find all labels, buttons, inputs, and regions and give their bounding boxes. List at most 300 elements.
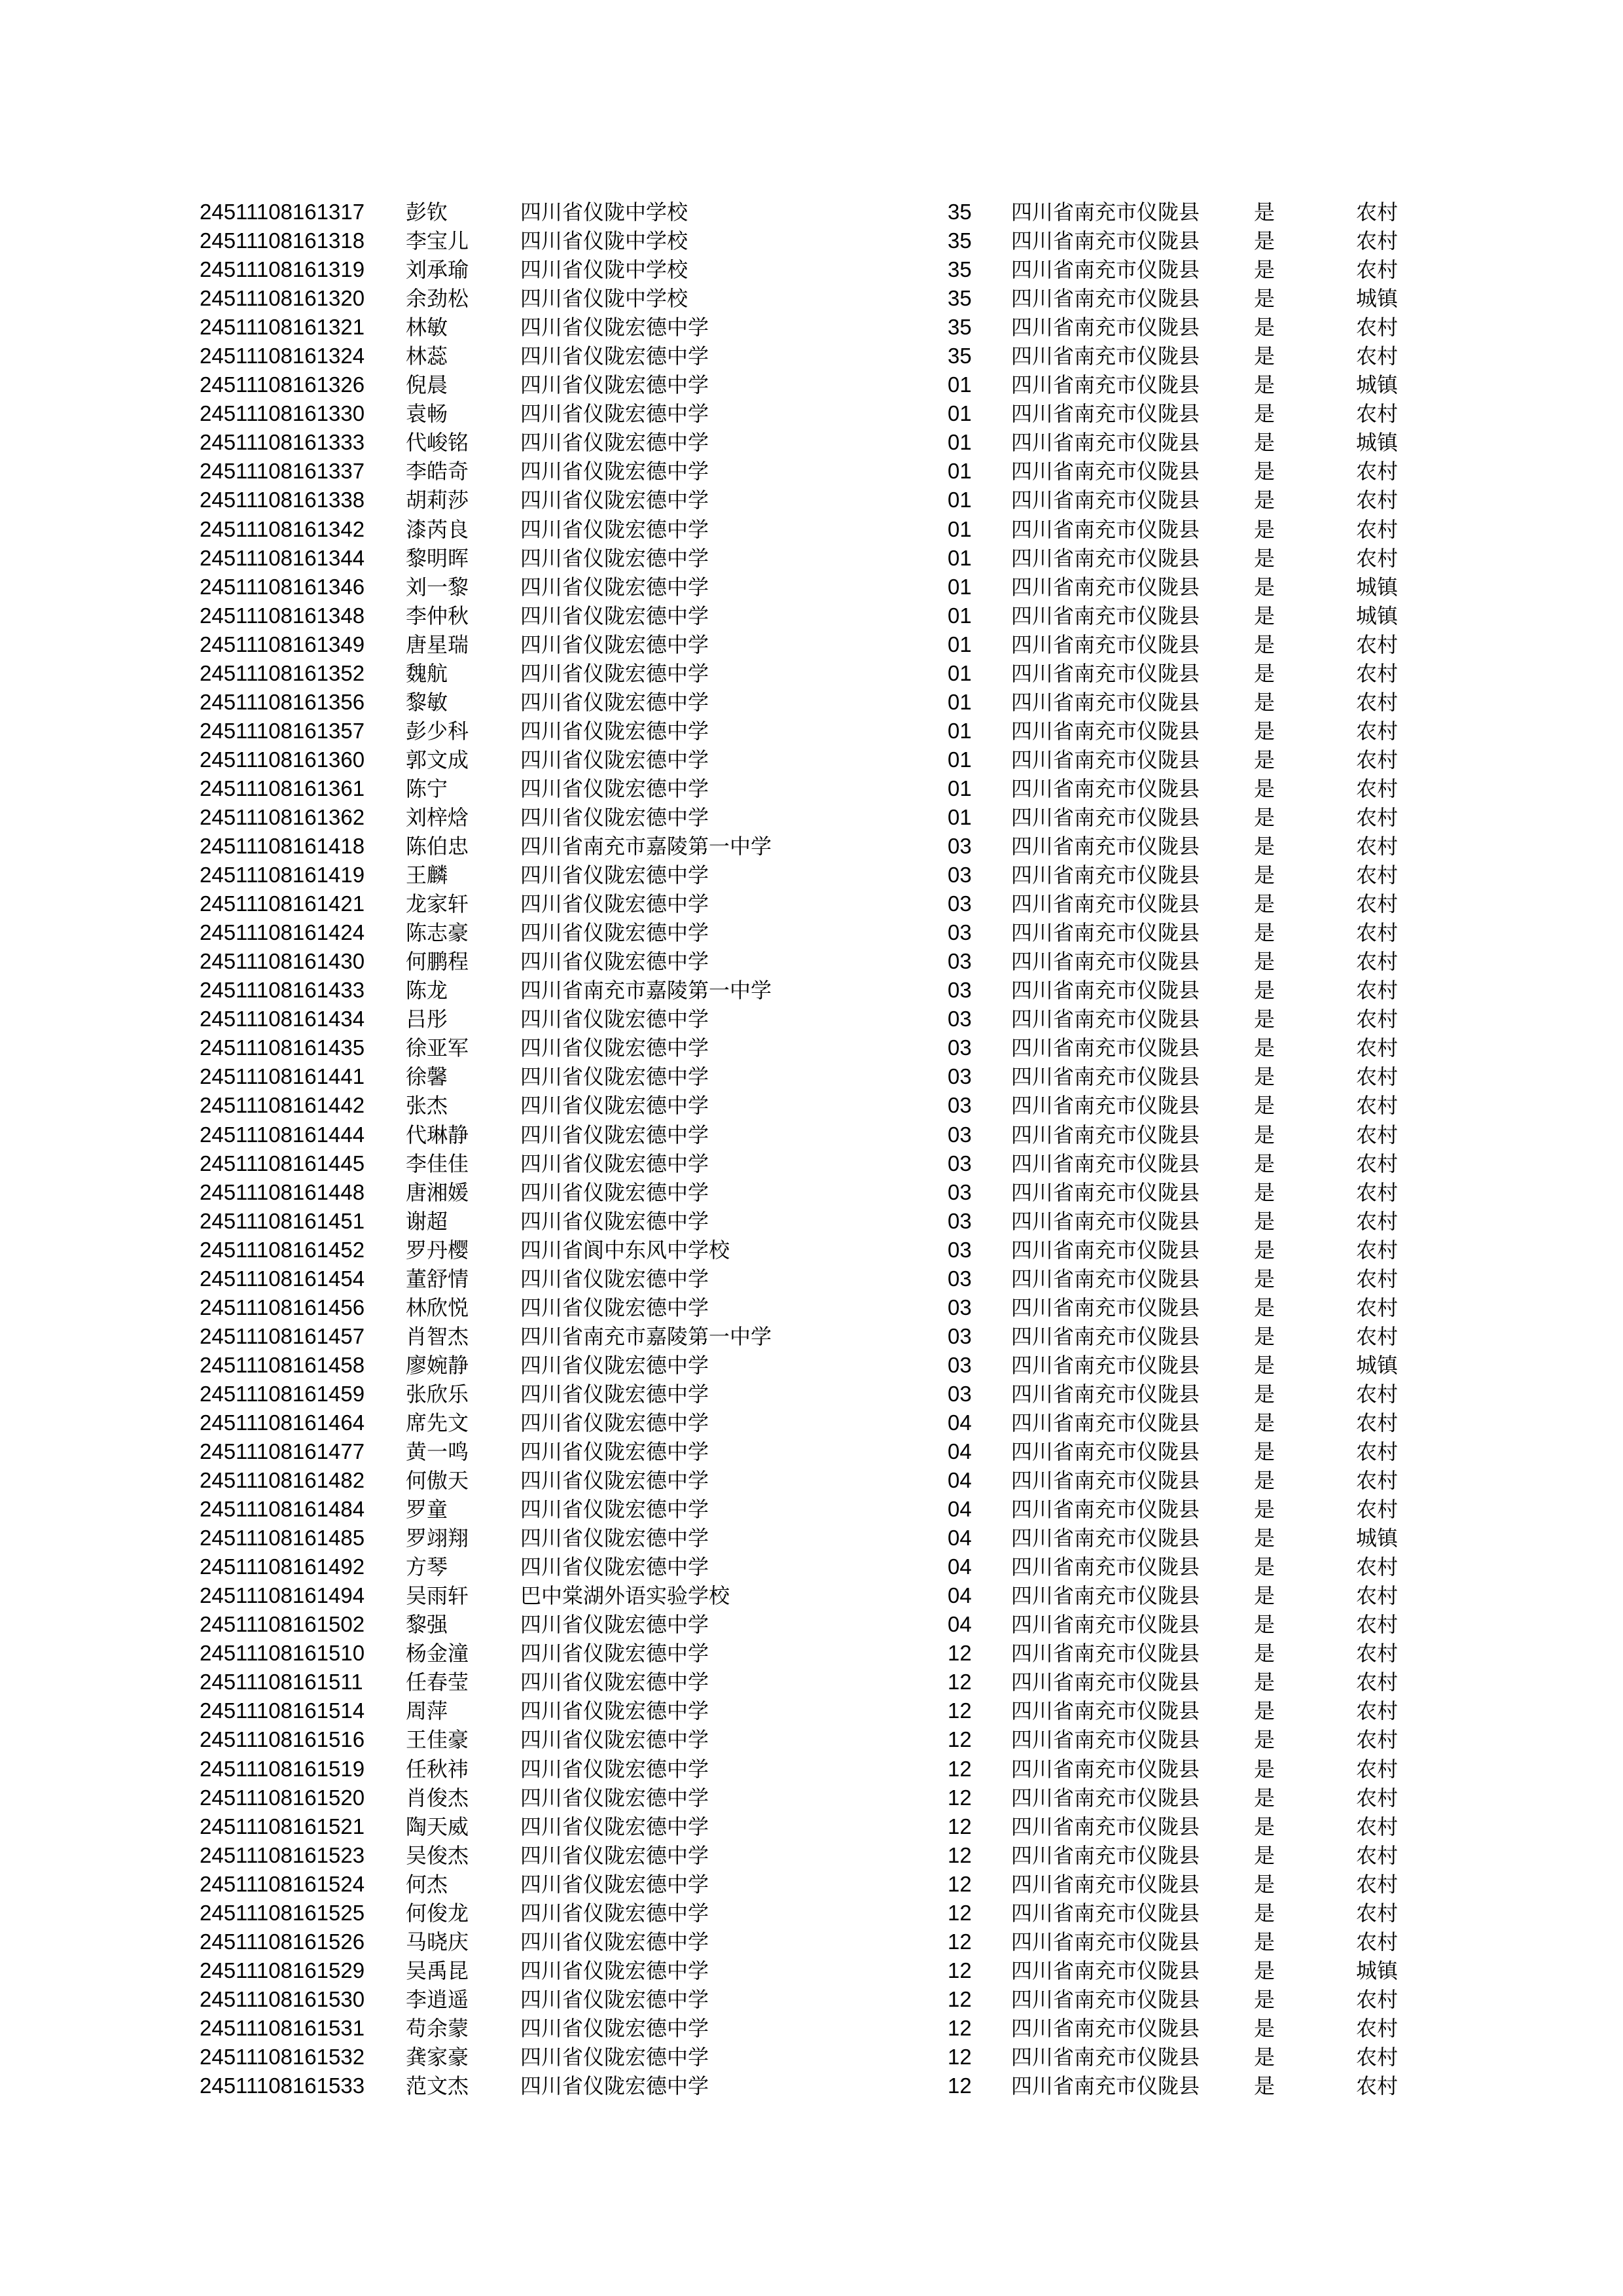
student-name-cell: 何杰 <box>406 1871 448 1897</box>
table-row <box>0 774 1623 803</box>
student-name-cell: 肖俊杰 <box>406 1785 469 1810</box>
table-row <box>0 399 1623 428</box>
school-name-cell: 四川省仪陇宏德中学 <box>520 574 709 600</box>
table-row <box>0 486 1623 514</box>
region-cell: 四川省南充市仪陇县 <box>1011 1497 1200 1522</box>
table-row <box>0 1437 1623 1466</box>
exam-id-cell: 24511108161456 <box>200 1295 365 1319</box>
category-code-cell: 12 <box>948 1727 972 1752</box>
table-row <box>0 284 1623 313</box>
household-type-cell: 农村 <box>1356 1295 1399 1320</box>
household-type-cell: 城镇 <box>1356 372 1399 398</box>
table-row <box>0 342 1623 370</box>
school-name-cell: 四川省仪陇中学校 <box>520 286 688 312</box>
exam-id-cell: 24511108161525 <box>200 1900 365 1925</box>
category-code-cell: 12 <box>948 1785 972 1810</box>
region-cell: 四川省南充市仪陇县 <box>1011 1929 1200 1954</box>
region-cell: 四川省南充市仪陇县 <box>1011 1323 1200 1349</box>
category-code-cell: 03 <box>948 949 972 974</box>
region-cell: 四川省南充市仪陇县 <box>1011 949 1200 975</box>
student-name-cell: 范文杰 <box>406 2073 469 2099</box>
household-type-cell: 城镇 <box>1356 1958 1399 1983</box>
table-row <box>0 1610 1623 1639</box>
table-row <box>0 515 1623 544</box>
region-cell: 四川省南充市仪陇县 <box>1011 1237 1200 1263</box>
household-type-cell: 农村 <box>1356 978 1399 1003</box>
category-code-cell: 03 <box>948 1064 972 1089</box>
region-cell: 四川省南充市仪陇县 <box>1011 344 1200 369</box>
table-row <box>0 313 1623 342</box>
region-cell: 四川省南充市仪陇县 <box>1011 863 1200 888</box>
exam-id-cell: 24511108161484 <box>200 1497 365 1522</box>
table-row <box>0 198 1623 226</box>
eligibility-flag-cell: 是 <box>1254 718 1275 744</box>
household-type-cell: 农村 <box>1356 660 1399 686</box>
student-name-cell: 徐亚军 <box>406 1035 469 1061</box>
school-name-cell: 四川省仪陇宏德中学 <box>520 1179 709 1205</box>
school-name-cell: 四川省仪陇宏德中学 <box>520 1266 709 1291</box>
student-name-cell: 王麟 <box>406 863 448 888</box>
region-cell: 四川省南充市仪陇县 <box>1011 978 1200 1003</box>
table-row <box>0 1062 1623 1091</box>
eligibility-flag-cell: 是 <box>1254 1986 1275 2012</box>
household-type-cell: 农村 <box>1356 863 1399 888</box>
student-name-cell: 袁畅 <box>406 401 448 427</box>
eligibility-flag-cell: 是 <box>1254 1814 1275 1839</box>
eligibility-flag-cell: 是 <box>1254 834 1275 859</box>
student-name-cell: 吴俊杰 <box>406 1842 469 1868</box>
table-row <box>0 745 1623 774</box>
category-code-cell: 01 <box>948 776 972 800</box>
school-name-cell: 四川省仪陇宏德中学 <box>520 747 709 772</box>
category-code-cell: 01 <box>948 574 972 599</box>
table-row <box>0 1322 1623 1351</box>
table-row <box>0 659 1623 688</box>
household-type-cell: 农村 <box>1356 891 1399 917</box>
school-name-cell: 四川省仪陇宏德中学 <box>520 1986 709 2012</box>
table-row <box>0 688 1623 717</box>
table-row <box>0 1149 1623 1178</box>
eligibility-flag-cell: 是 <box>1254 632 1275 657</box>
category-code-cell: 03 <box>948 1122 972 1147</box>
category-code-cell: 03 <box>948 1266 972 1291</box>
school-name-cell: 四川省仪陇宏德中学 <box>520 1208 709 1234</box>
household-type-cell: 城镇 <box>1356 430 1399 456</box>
student-name-cell: 徐馨 <box>406 1064 448 1090</box>
student-name-cell: 任春莹 <box>406 1670 469 1695</box>
eligibility-flag-cell: 是 <box>1254 488 1275 513</box>
region-cell: 四川省南充市仪陇县 <box>1011 1381 1200 1407</box>
school-name-cell: 四川省仪陇宏德中学 <box>520 804 709 830</box>
eligibility-flag-cell: 是 <box>1254 1208 1275 1234</box>
category-code-cell: 12 <box>948 1756 972 1781</box>
exam-id-cell: 24511108161352 <box>200 660 365 685</box>
category-code-cell: 04 <box>948 1468 972 1493</box>
exam-id-cell: 24511108161445 <box>200 1151 365 1175</box>
eligibility-flag-cell: 是 <box>1254 372 1275 398</box>
household-type-cell: 农村 <box>1356 1641 1399 1666</box>
exam-id-cell: 24511108161333 <box>200 430 365 455</box>
eligibility-flag-cell: 是 <box>1254 286 1275 312</box>
eligibility-flag-cell: 是 <box>1254 228 1275 254</box>
exam-id-cell: 24511108161530 <box>200 1986 365 2011</box>
region-cell: 四川省南充市仪陇县 <box>1011 1007 1200 1032</box>
student-name-cell: 李宝儿 <box>406 228 469 254</box>
table-row <box>0 630 1623 659</box>
region-cell: 四川省南充市仪陇县 <box>1011 660 1200 686</box>
table-row <box>0 2043 1623 2072</box>
exam-id-cell: 24511108161477 <box>200 1439 365 1464</box>
student-name-cell: 陶天威 <box>406 1814 469 1839</box>
eligibility-flag-cell: 是 <box>1254 1122 1275 1147</box>
category-code-cell: 03 <box>948 1035 972 1060</box>
student-name-cell: 刘承瑜 <box>406 257 469 283</box>
category-code-cell: 03 <box>948 863 972 888</box>
table-row <box>0 226 1623 255</box>
category-code-cell: 03 <box>948 1237 972 1262</box>
region-cell: 四川省南充市仪陇县 <box>1011 1698 1200 1724</box>
household-type-cell: 农村 <box>1356 228 1399 254</box>
student-name-cell: 代峻铭 <box>406 430 469 456</box>
household-type-cell: 农村 <box>1356 315 1399 340</box>
region-cell: 四川省南充市仪陇县 <box>1011 488 1200 513</box>
household-type-cell: 农村 <box>1356 1756 1399 1782</box>
table-row <box>0 1581 1623 1610</box>
household-type-cell: 农村 <box>1356 2073 1399 2099</box>
exam-id-cell: 24511108161430 <box>200 949 365 974</box>
eligibility-flag-cell: 是 <box>1254 747 1275 772</box>
student-name-cell: 杨金潼 <box>406 1641 469 1666</box>
eligibility-flag-cell: 是 <box>1254 689 1275 715</box>
category-code-cell: 01 <box>948 459 972 484</box>
school-name-cell: 四川省仪陇宏德中学 <box>520 2045 709 2070</box>
exam-id-cell: 24511108161482 <box>200 1468 365 1493</box>
category-code-cell: 01 <box>948 603 972 628</box>
exam-id-cell: 24511108161317 <box>200 200 365 224</box>
school-name-cell: 四川省仪陇宏德中学 <box>520 516 709 542</box>
exam-id-cell: 24511108161520 <box>200 1785 365 1810</box>
household-type-cell: 农村 <box>1356 1439 1399 1465</box>
category-code-cell: 03 <box>948 1151 972 1175</box>
category-code-cell: 35 <box>948 286 972 311</box>
region-cell: 四川省南充市仪陇县 <box>1011 1439 1200 1465</box>
household-type-cell: 农村 <box>1356 747 1399 772</box>
household-type-cell: 农村 <box>1356 804 1399 830</box>
category-code-cell: 12 <box>948 2015 972 2040</box>
eligibility-flag-cell: 是 <box>1254 1526 1275 1551</box>
exam-id-cell: 24511108161485 <box>200 1526 365 1551</box>
table-row <box>0 1841 1623 1870</box>
school-name-cell: 四川省仪陇宏德中学 <box>520 1093 709 1119</box>
exam-id-cell: 24511108161459 <box>200 1381 365 1406</box>
region-cell: 四川省南充市仪陇县 <box>1011 1064 1200 1090</box>
exam-id-cell: 24511108161521 <box>200 1814 365 1839</box>
household-type-cell: 农村 <box>1356 516 1399 542</box>
student-name-cell: 代琳静 <box>406 1122 469 1147</box>
student-name-cell: 李皓奇 <box>406 459 469 484</box>
table-row <box>0 1380 1623 1408</box>
exam-id-cell: 24511108161338 <box>200 488 365 512</box>
table-row <box>0 1495 1623 1524</box>
category-code-cell: 03 <box>948 978 972 1003</box>
student-name-cell: 黄一鸣 <box>406 1439 469 1465</box>
category-code-cell: 03 <box>948 1323 972 1348</box>
student-name-cell: 王佳豪 <box>406 1727 469 1753</box>
category-code-cell: 03 <box>948 1208 972 1233</box>
school-name-cell: 四川省仪陇宏德中学 <box>520 459 709 484</box>
region-cell: 四川省南充市仪陇县 <box>1011 1554 1200 1580</box>
category-code-cell: 12 <box>948 1986 972 2011</box>
student-name-cell: 李仲秋 <box>406 603 469 628</box>
student-name-cell: 胡莉莎 <box>406 488 469 513</box>
eligibility-flag-cell: 是 <box>1254 1295 1275 1320</box>
exam-id-cell: 24511108161424 <box>200 920 365 945</box>
category-code-cell: 04 <box>948 1554 972 1579</box>
table-row <box>0 1956 1623 1985</box>
student-name-cell: 吕彤 <box>406 1007 448 1032</box>
region-cell: 四川省南充市仪陇县 <box>1011 1785 1200 1810</box>
school-name-cell: 四川省仪陇宏德中学 <box>520 1064 709 1090</box>
student-name-cell: 彭钦 <box>406 200 448 224</box>
school-name-cell: 四川省仪陇宏德中学 <box>520 689 709 715</box>
school-name-cell: 四川省仪陇宏德中学 <box>520 1122 709 1147</box>
exam-id-cell: 24511108161337 <box>200 459 365 484</box>
region-cell: 四川省南充市仪陇县 <box>1011 1958 1200 1983</box>
exam-id-cell: 24511108161451 <box>200 1208 365 1233</box>
category-code-cell: 01 <box>948 488 972 512</box>
student-name-cell: 罗童 <box>406 1497 448 1522</box>
table-row <box>0 1668 1623 1696</box>
exam-id-cell: 24511108161532 <box>200 2045 365 2069</box>
household-type-cell: 农村 <box>1356 401 1399 427</box>
eligibility-flag-cell: 是 <box>1254 978 1275 1003</box>
student-name-cell: 吴雨轩 <box>406 1583 469 1609</box>
category-code-cell: 04 <box>948 1439 972 1464</box>
student-name-cell: 廖婉静 <box>406 1352 469 1378</box>
eligibility-flag-cell: 是 <box>1254 1871 1275 1897</box>
school-name-cell: 四川省仪陇中学校 <box>520 257 688 283</box>
region-cell: 四川省南充市仪陇县 <box>1011 1986 1200 2012</box>
eligibility-flag-cell: 是 <box>1254 804 1275 830</box>
school-name-cell: 四川省仪陇宏德中学 <box>520 1410 709 1435</box>
eligibility-flag-cell: 是 <box>1254 200 1275 224</box>
table-row <box>0 717 1623 745</box>
school-name-cell: 四川省仪陇宏德中学 <box>520 488 709 513</box>
exam-id-cell: 24511108161435 <box>200 1035 365 1060</box>
region-cell: 四川省南充市仪陇县 <box>1011 574 1200 600</box>
region-cell: 四川省南充市仪陇县 <box>1011 1410 1200 1435</box>
eligibility-flag-cell: 是 <box>1254 891 1275 917</box>
eligibility-flag-cell: 是 <box>1254 1439 1275 1465</box>
eligibility-flag-cell: 是 <box>1254 574 1275 600</box>
region-cell: 四川省南充市仪陇县 <box>1011 834 1200 859</box>
student-name-cell: 郭文成 <box>406 747 469 772</box>
region-cell: 四川省南充市仪陇县 <box>1011 1641 1200 1666</box>
student-name-cell: 席先文 <box>406 1410 469 1435</box>
category-code-cell: 12 <box>948 2073 972 2098</box>
exam-id-cell: 24511108161519 <box>200 1756 365 1781</box>
table-row <box>0 889 1623 918</box>
category-code-cell: 03 <box>948 1381 972 1406</box>
school-name-cell: 四川省仪陇宏德中学 <box>520 1900 709 1926</box>
household-type-cell: 城镇 <box>1356 1526 1399 1551</box>
category-code-cell: 12 <box>948 1698 972 1723</box>
school-name-cell: 四川省仪陇宏德中学 <box>520 545 709 571</box>
eligibility-flag-cell: 是 <box>1254 1323 1275 1349</box>
table-row <box>0 1812 1623 1841</box>
student-name-cell: 陈龙 <box>406 978 448 1003</box>
school-name-cell: 四川省仪陇宏德中学 <box>520 1612 709 1638</box>
household-type-cell: 农村 <box>1356 718 1399 744</box>
student-name-cell: 刘一黎 <box>406 574 469 600</box>
region-cell: 四川省南充市仪陇县 <box>1011 1727 1200 1753</box>
table-row <box>0 1725 1623 1754</box>
category-code-cell: 12 <box>948 1900 972 1925</box>
region-cell: 四川省南充市仪陇县 <box>1011 747 1200 772</box>
eligibility-flag-cell: 是 <box>1254 516 1275 542</box>
household-type-cell: 农村 <box>1356 1814 1399 1839</box>
category-code-cell: 03 <box>948 920 972 945</box>
region-cell: 四川省南充市仪陇县 <box>1011 2015 1200 2041</box>
household-type-cell: 农村 <box>1356 1064 1399 1090</box>
category-code-cell: 03 <box>948 1295 972 1319</box>
table-row <box>0 1696 1623 1725</box>
table-row <box>0 573 1623 601</box>
exam-id-cell: 24511108161444 <box>200 1122 365 1147</box>
category-code-cell: 03 <box>948 834 972 859</box>
school-name-cell: 四川省南充市嘉陵第一中学 <box>520 978 772 1003</box>
eligibility-flag-cell: 是 <box>1254 1554 1275 1580</box>
category-code-cell: 04 <box>948 1612 972 1637</box>
school-name-cell: 四川省仪陇宏德中学 <box>520 1756 709 1782</box>
household-type-cell: 城镇 <box>1356 603 1399 628</box>
category-code-cell: 12 <box>948 1958 972 1982</box>
region-cell: 四川省南充市仪陇县 <box>1011 1468 1200 1494</box>
exam-id-cell: 24511108161454 <box>200 1266 365 1291</box>
exam-id-cell: 24511108161511 <box>200 1670 363 1695</box>
student-name-cell: 董舒情 <box>406 1266 469 1291</box>
exam-id-cell: 24511108161523 <box>200 1842 365 1867</box>
region-cell: 四川省南充市仪陇县 <box>1011 1900 1200 1926</box>
eligibility-flag-cell: 是 <box>1254 920 1275 946</box>
table-row <box>0 1755 1623 1784</box>
exam-id-cell: 24511108161324 <box>200 344 365 368</box>
school-name-cell: 四川省阆中东风中学校 <box>520 1237 730 1263</box>
region-cell: 四川省南充市仪陇县 <box>1011 1093 1200 1119</box>
category-code-cell: 01 <box>948 372 972 397</box>
region-cell: 四川省南充市仪陇县 <box>1011 689 1200 715</box>
student-name-cell: 刘梓焓 <box>406 804 469 830</box>
household-type-cell: 农村 <box>1356 1612 1399 1638</box>
table-row <box>0 1207 1623 1236</box>
eligibility-flag-cell: 是 <box>1254 603 1275 628</box>
eligibility-flag-cell: 是 <box>1254 776 1275 801</box>
region-cell: 四川省南充市仪陇县 <box>1011 1179 1200 1205</box>
region-cell: 四川省南充市仪陇县 <box>1011 401 1200 427</box>
category-code-cell: 01 <box>948 660 972 685</box>
exam-id-cell: 24511108161421 <box>200 891 365 916</box>
school-name-cell: 四川省仪陇宏德中学 <box>520 1929 709 1954</box>
eligibility-flag-cell: 是 <box>1254 863 1275 888</box>
school-name-cell: 四川省仪陇宏德中学 <box>520 1295 709 1320</box>
student-name-cell: 方琴 <box>406 1554 448 1580</box>
region-cell: 四川省南充市仪陇县 <box>1011 200 1200 224</box>
eligibility-flag-cell: 是 <box>1254 315 1275 340</box>
school-name-cell: 四川省仪陇宏德中学 <box>520 1727 709 1753</box>
exam-id-cell: 24511108161448 <box>200 1179 365 1204</box>
eligibility-flag-cell: 是 <box>1254 1698 1275 1724</box>
student-name-cell: 黎明晖 <box>406 545 469 571</box>
region-cell: 四川省南充市仪陇县 <box>1011 1035 1200 1061</box>
exam-id-cell: 24511108161494 <box>200 1583 365 1608</box>
region-cell: 四川省南充市仪陇县 <box>1011 315 1200 340</box>
region-cell: 四川省南充市仪陇县 <box>1011 891 1200 917</box>
table-row <box>0 1178 1623 1207</box>
region-cell: 四川省南充市仪陇县 <box>1011 228 1200 254</box>
student-name-cell: 罗翊翔 <box>406 1526 469 1551</box>
eligibility-flag-cell: 是 <box>1254 660 1275 686</box>
household-type-cell: 农村 <box>1356 1497 1399 1522</box>
school-name-cell: 四川省仪陇宏德中学 <box>520 1842 709 1868</box>
region-cell: 四川省南充市仪陇县 <box>1011 1814 1200 1839</box>
household-type-cell: 农村 <box>1356 632 1399 657</box>
exam-id-cell: 24511108161361 <box>200 776 365 800</box>
household-type-cell: 城镇 <box>1356 286 1399 312</box>
household-type-cell: 农村 <box>1356 689 1399 715</box>
exam-id-cell: 24511108161362 <box>200 804 365 829</box>
category-code-cell: 04 <box>948 1526 972 1551</box>
region-cell: 四川省南充市仪陇县 <box>1011 1122 1200 1147</box>
household-type-cell: 农村 <box>1356 545 1399 571</box>
eligibility-flag-cell: 是 <box>1254 2073 1275 2099</box>
student-name-cell: 李佳佳 <box>406 1151 469 1176</box>
region-cell: 四川省南充市仪陇县 <box>1011 286 1200 312</box>
household-type-cell: 农村 <box>1356 1900 1399 1926</box>
region-cell: 四川省南充市仪陇县 <box>1011 2045 1200 2070</box>
eligibility-flag-cell: 是 <box>1254 1612 1275 1638</box>
table-row <box>0 370 1623 399</box>
exam-id-cell: 24511108161348 <box>200 603 365 628</box>
region-cell: 四川省南充市仪陇县 <box>1011 1756 1200 1782</box>
student-name-cell: 林蕊 <box>406 344 448 369</box>
eligibility-flag-cell: 是 <box>1254 1497 1275 1522</box>
table-row <box>0 947 1623 976</box>
eligibility-flag-cell: 是 <box>1254 459 1275 484</box>
household-type-cell: 农村 <box>1356 459 1399 484</box>
household-type-cell: 农村 <box>1356 1093 1399 1119</box>
table-row <box>0 2072 1623 2100</box>
household-type-cell: 农村 <box>1356 1842 1399 1868</box>
school-name-cell: 四川省仪陇宏德中学 <box>520 1151 709 1176</box>
region-cell: 四川省南充市仪陇县 <box>1011 718 1200 744</box>
household-type-cell: 农村 <box>1356 1583 1399 1609</box>
household-type-cell: 城镇 <box>1356 574 1399 600</box>
household-type-cell: 农村 <box>1356 920 1399 946</box>
exam-id-cell: 24511108161346 <box>200 574 365 599</box>
table-row <box>0 428 1623 457</box>
household-type-cell: 农村 <box>1356 1237 1399 1263</box>
category-code-cell: 12 <box>948 1814 972 1839</box>
region-cell: 四川省南充市仪陇县 <box>1011 1352 1200 1378</box>
household-type-cell: 农村 <box>1356 1871 1399 1897</box>
school-name-cell: 四川省仪陇宏德中学 <box>520 1814 709 1839</box>
exam-id-cell: 24511108161442 <box>200 1093 365 1118</box>
exam-id-cell: 24511108161510 <box>200 1641 365 1666</box>
school-name-cell: 四川省仪陇宏德中学 <box>520 1007 709 1032</box>
category-code-cell: 12 <box>948 2045 972 2069</box>
student-name-cell: 黎强 <box>406 1612 448 1638</box>
school-name-cell: 四川省仪陇宏德中学 <box>520 372 709 398</box>
